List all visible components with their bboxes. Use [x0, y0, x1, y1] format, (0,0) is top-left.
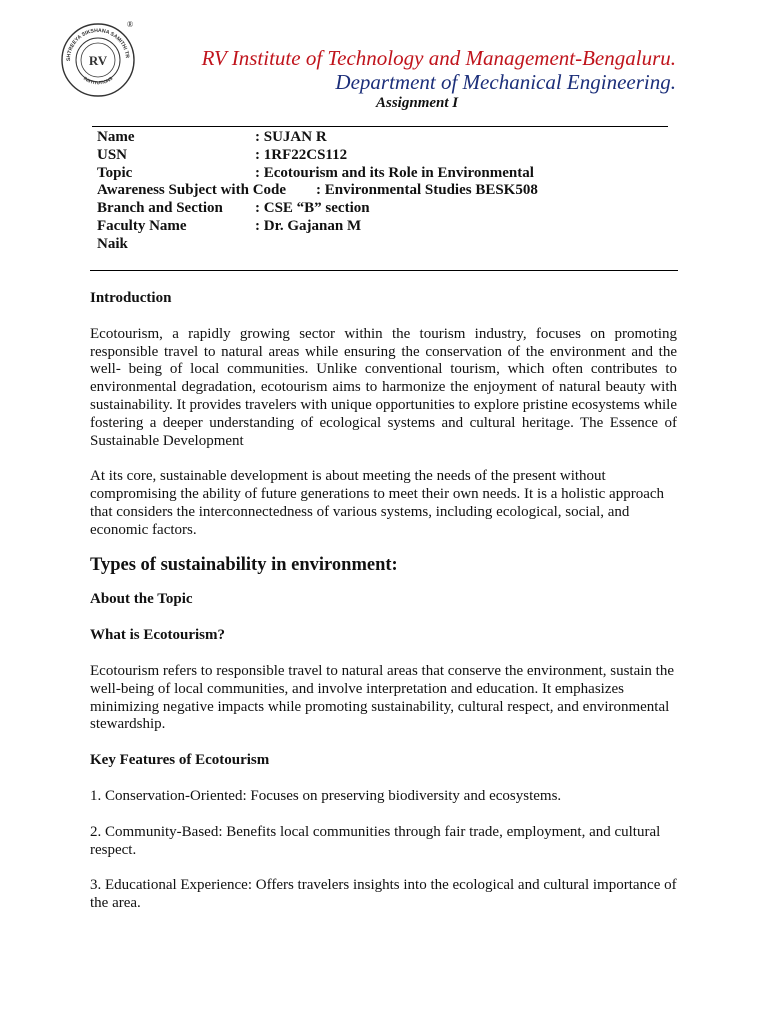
- department-name: Department of Mechanical Engineering.: [335, 70, 676, 94]
- info-row-branch: [97, 200, 677, 218]
- document-body: [90, 290, 677, 913]
- student-info: [97, 129, 677, 254]
- info-value: : CSE “B” section: [255, 200, 370, 217]
- feature-item: 3. Educational Experience: Offers travelers insights into the ecological and cultural importance of the area.: [90, 877, 677, 912]
- feature-item: 1. Conservation-Oriented: Focuses on preserving biodiversity and ecosystems.: [90, 787, 562, 804]
- info-row-name: [97, 129, 677, 147]
- logo-mark: RV: [88, 53, 108, 68]
- info-label: Name: [97, 129, 135, 145]
- info-row-faculty-cont: [97, 236, 677, 254]
- feature-item: 2. Community-Based: Benefits local communities through fair trade, employment, and cultural respect.: [90, 823, 661, 858]
- info-value: : Ecotourism and its Role in Environmental: [255, 164, 534, 181]
- institution-logo: [60, 22, 136, 98]
- divider-bottom: [90, 270, 678, 271]
- divider-top: [92, 126, 668, 127]
- info-label: Awareness Subject with Code: [97, 182, 287, 199]
- info-value: : Dr. Gajanan M: [255, 217, 362, 234]
- section-heading-types: Types of sustainability in environment:: [90, 554, 398, 575]
- assignment-title: Assignment I: [376, 95, 459, 111]
- section-heading-introduction: Introduction: [90, 290, 172, 306]
- paragraph-introduction: Ecotourism, a rapidly growing sector within the tourism industry, focuses on promoting responsible travel to natural areas while ensuring the conservation of the environment and the well- being of local communities. Unlike conventional tourism, which often contributes to environmental degradation, ecotourism aims to harmonize the enjoyment of natural beauty with sustainability. It provides travelers with unique opportunities to explore pristine ecosystems while fostering a deeper understanding of ecological systems and cultural heritage. The Essence of Sustainable Development: [90, 325, 677, 449]
- paragraph-what-is-ecotourism: Ecotourism refers to responsible travel to natural areas that conserve the environment, sustain the well-being of local communities, and involve interpretation and education. It emphasizes minimizing negative impacts while promoting sustainability, cultural respect, and environmental stewardship.: [90, 662, 674, 733]
- logo-ring-text: SHTREEYA SIKSHANA SAMITHI TR: [65, 27, 130, 62]
- section-heading-about: About the Topic: [90, 591, 193, 608]
- info-value: : 1RF22CS112: [255, 146, 348, 163]
- info-label: USN: [97, 146, 128, 163]
- info-value: : Environmental Studies BESK508: [316, 182, 538, 199]
- section-heading-what: What is Ecotourism?: [90, 627, 225, 644]
- paragraph-sustainable-development: At its core, sustainable development is about meeting the needs of the present without compromising the ability of future generations to meet their own needs. It is a holistic approach that considers the interconnectedness of various systems, including ecological, social, and economic factors.: [90, 468, 665, 538]
- logo-ring-text-bottom: INSTITUTIONS: [82, 75, 114, 86]
- info-row-awareness: [97, 182, 677, 200]
- info-row-topic: [97, 165, 677, 183]
- info-label: Branch and Section: [97, 200, 223, 217]
- info-label: Topic: [97, 164, 133, 181]
- institute-name: RV Institute of Technology and Management-Bengaluru.: [201, 46, 676, 70]
- section-heading-features: Key Features of Ecotourism: [90, 752, 270, 769]
- info-label: Faculty Name: [97, 217, 187, 234]
- info-value-continued: Naik: [97, 235, 128, 252]
- registered-mark: ®: [127, 20, 134, 29]
- info-row-faculty: [97, 218, 677, 236]
- info-row-usn: [97, 147, 677, 165]
- info-value: : SUJAN R: [255, 129, 327, 145]
